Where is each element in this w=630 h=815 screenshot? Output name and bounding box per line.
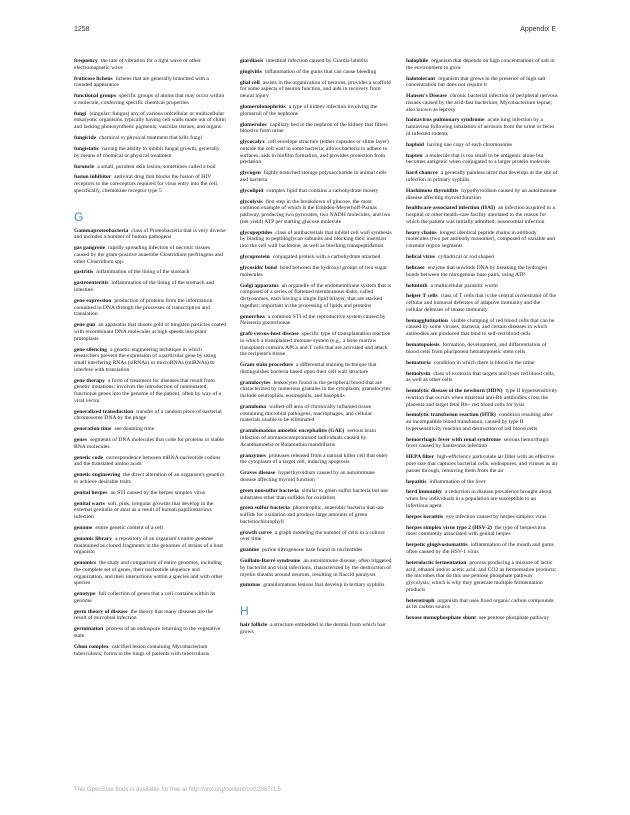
glossary-definition: inflammation of the mouth and gums often caused by the HSV-1 virus: [406, 542, 554, 555]
glossary-definition: process of an endospore returning to the vegetative state: [74, 626, 221, 640]
glossary-definition: lichens that are generally branched with a rounded appearance: [74, 75, 209, 89]
glossary-definition: serious brain infection of immunocompromised individuals caused by Acanthamoeba or Balamuthia mandrillaris: [240, 428, 377, 448]
glossary-definition: see pentose phosphate pathway: [478, 615, 550, 622]
glossary-entry: [406, 170, 558, 183]
glossary-term: genetic code: [74, 454, 104, 461]
glossary-term: genomic library: [74, 535, 113, 542]
glossary-definition: high-efficiency particulate air filter with an effective pore size that captures bacterial cells, endospores, and viruses as air passes through, removing them from the air: [406, 454, 558, 474]
glossary-term: genital herpes: [74, 489, 108, 496]
glossary-definition: chemical or physical treatment that kills fungi: [99, 135, 202, 142]
glossary-definition: a molecule that is too small to be antigenic alone but becomes antigenic when conjugated to a larger protein molecule: [406, 152, 551, 166]
glossary-definition: walled-off area of chronically inflamed tissue containing microbial pathogens, macrophages, and cellular materials unable to be eliminated: [240, 404, 372, 424]
glossary-term: heavy chains: [406, 229, 437, 236]
glossary-definition: having the ability to inhibit fungal growth, generally by means of chemical or physical treatment: [74, 145, 220, 159]
glossary-entry: [240, 265, 392, 278]
glossary-definition: correspondence between mRNA nucleotide codons and the translated amino acids: [74, 454, 221, 468]
glossary-term: gingivitis: [240, 68, 262, 75]
glossary-entry: [406, 188, 558, 201]
glossary-term: hepatitis: [406, 478, 427, 485]
glossary-term: genotype: [74, 591, 96, 598]
glossary-entry: [74, 536, 226, 556]
glossary-term: furuncle: [74, 163, 95, 170]
glossary-term: herpes simplex virus type 2 (HSV-2): [406, 524, 492, 531]
glossary-entry: [406, 371, 558, 384]
glossary-term: hard chancre: [406, 170, 438, 177]
glossary-entry: [74, 426, 226, 433]
glossary-definition: a reduction in disease prevalence brought about when few individuals in a population are susceptible to an infectious agent: [406, 489, 552, 509]
glossary-definition: a multicellular parasitic worm: [430, 282, 498, 289]
glossary-definition: the rate of vibration for a light wave or other electromagnetic wave: [74, 58, 201, 71]
glossary-entry: [240, 170, 392, 183]
glossary-definition: granulomatous lesions that develop in tertiary syphilis: [263, 582, 385, 589]
glossary-term: hemorrhagic fever with renal syndrome: [406, 436, 501, 443]
glossary-entry: [74, 472, 226, 485]
glossary-entry: [240, 199, 392, 226]
glossary-definition: intestinal infection caused by Giardia lamblia: [266, 58, 368, 64]
glossary-term: hapten: [406, 152, 423, 159]
glossary-definition: cylindrical or rod shaped: [438, 254, 494, 261]
glossary-entry: [74, 322, 226, 342]
glossary-entry: [406, 293, 558, 313]
glossary-column-3: [406, 58, 558, 626]
glossary-term: HEPA filter: [406, 454, 435, 461]
glossary-entry: [406, 598, 558, 611]
glossary-entry: [406, 254, 558, 261]
glossary-definition: inflammation of the lining of the stomach and intestine: [74, 280, 215, 294]
glossary-entry: [406, 525, 558, 538]
glossary-term: glycolipid: [240, 187, 264, 194]
glossary-entry: [406, 117, 558, 137]
glossary-entry: [74, 455, 226, 468]
glossary-definition: inflammation of the lining of the stomach: [96, 269, 190, 276]
glossary-definition: class of antibacterials that inhibit cell wall synthesis by binding to peptidoglycan subunits and blocking their insertion into the cell wall backbone, as well as blocking transpeptidation: [240, 229, 392, 250]
glossary-term: gene expression: [74, 297, 112, 304]
glossary-entry: [74, 409, 226, 422]
glossary-term: herpes keratitis: [406, 513, 444, 520]
glossary-term: genome: [74, 524, 93, 531]
glossary-entry: [406, 360, 558, 367]
glossary-entry: [240, 139, 392, 166]
glossary-definition: condition resulting after an incompatible blood transfusion, caused by type II hypersensitivity reaction and destruction of red blood cells: [406, 412, 553, 432]
glossary-entry: [406, 454, 558, 474]
glossary-definition: capillary bed in the nephron of the kidney that filters blood to form urine: [240, 121, 388, 135]
glossary-term: glial cell: [240, 79, 260, 86]
glossary-term: gene therapy: [74, 377, 105, 384]
glossary-entry: [406, 388, 558, 408]
glossary-definition: an apparatus that shoots gold or tungsten particles coated with recombinant DNA molecules at high speeds into plant protoplasts: [74, 322, 226, 342]
glossary-definition: a graph modeling the number of cells in a culture over time: [240, 529, 385, 543]
glossary-entry: [74, 378, 226, 405]
glossary-definition: organism that grows in the presence of high salt concentration but does not require it: [406, 75, 546, 89]
glossary-entry: [406, 514, 558, 521]
glossary-entry: [406, 479, 558, 486]
glossary-definition: conjugated protein with a carbohydrate attached: [272, 254, 381, 261]
footer-notice: This OpenStax book is available for free at http://cnx.org/content/col12087/1.5: [74, 787, 281, 793]
glossary-term: gastroenteritis: [74, 280, 109, 287]
glossary-entry: [406, 437, 558, 450]
glossary-definition: a structure embedded in the dermis from which hair grows: [240, 622, 386, 635]
glossary-entry: [74, 591, 226, 604]
glossary-entry: [406, 76, 558, 89]
glossary-definition: class of T cells that is the central orchestrator of the cellular and humoral defenses of adaptive immunity and the cellular defenses of innate immunity: [406, 293, 557, 313]
glossary-term: glycogen: [240, 170, 261, 177]
glossary-definition: a common STI of the reproductive system caused by Neisseria gonorrhoeae: [240, 313, 386, 327]
glossary-definition: a genetic engineering technique in which researchers prevent the expression of a particular gene by using small interfering RNAs (siRNAs) or microRNAs (miRNAs) to interfere with translation: [74, 346, 217, 373]
glossary-entry: [240, 362, 392, 375]
glossary-term: glycoprotein: [240, 254, 270, 261]
glossary-definition: serious hemorrhagic fever caused by hantavirus infection: [406, 436, 550, 450]
glossary-entry: [74, 560, 226, 587]
glossary-term: generation time: [74, 426, 112, 433]
glossary-term: fungi: [74, 110, 87, 117]
glossary-term: hair follicle: [240, 622, 268, 629]
glossary-definition: hyperthyroidism caused by an autoimmune disease affecting thyroid function: [240, 470, 375, 483]
glossary-definition: the type of herpesvirus most commonly associated with genital herpes: [406, 524, 546, 538]
glossary-term: haploid: [406, 141, 425, 148]
glossary-term: halophile: [406, 58, 429, 64]
glossary-column-2: [240, 58, 392, 640]
glossary-entry: [240, 314, 392, 327]
glossary-definition: antiviral drug that blocks the fusion of HIV receptors to the coreceptors required for virus entry into the cell, specifically, chemokine receptor type 5: [74, 174, 219, 194]
glossary-definition: a form of treatment for diseases that result from genetic mutations; involves the introduction of nonmutated, functional genes into the genome of the patient, often by way of a viral vector: [74, 377, 222, 404]
glossary-term: hantavirus pulmonary syndrome: [406, 117, 485, 124]
glossary-term: green nonsulfur bacteria: [240, 487, 299, 494]
glossary-term: hexose monophosphate shunt: [406, 615, 476, 622]
glossary-entry: [240, 453, 392, 466]
glossary-definition: production of proteins from the information contained in DNA through the processes of transcription and translation: [74, 297, 213, 318]
glossary-definition: highly branched storage polysaccharide in animal cells and bacteria: [240, 170, 387, 183]
glossary-term: gastritis: [74, 269, 94, 276]
glossary-entry: [240, 404, 392, 424]
glossary-term: gas gangrene: [74, 245, 106, 252]
glossary-definition: calcified lesion containing Mycobacterium tuberculosis; forms in the lungs of patients with tuberculosis: [74, 643, 210, 657]
glossary-term: genetic engineering: [74, 472, 121, 479]
glossary-entry: [74, 501, 226, 521]
glossary-entry: [74, 76, 226, 89]
glossary-entry: [74, 174, 226, 194]
glossary-definition: enzyme that unwinds DNA by breaking the hydrogen bonds between the nitrogenous base pairs, using ATP: [406, 264, 548, 278]
glossary-term: Gram stain procedure: [240, 362, 293, 369]
glossary-columns: [74, 58, 558, 788]
glossary-column-1: [74, 58, 226, 662]
glossary-definition: inflammation of the gums that can cause bleeding: [264, 68, 377, 75]
glossary-entry: [74, 347, 226, 374]
glossary-definition: first step in the breakdown of glucose, the most common example of which is the Embden-Meyerhoff-Parnas pathway, producing two pyruvates, two NADH molecules, and two (net yield) ATP per starting glucose molecule: [240, 198, 391, 225]
glossary-entry: [74, 644, 226, 657]
glossary-term: gene silencing: [74, 346, 108, 353]
glossary-definition: assists in the organization of neurons, provides a scaffold for some aspects of neuron function, and aids in recovery from neural injury: [240, 79, 391, 100]
glossary-entry: [406, 205, 558, 225]
glossary-term: Gammaproteobacteria: [74, 227, 129, 234]
glossary-term: genes: [74, 437, 88, 444]
glossary-entry: [406, 142, 558, 149]
glossary-entry: [240, 530, 392, 543]
glossary-term: Ghon complex: [74, 643, 109, 650]
glossary-entry: [240, 254, 392, 261]
glossary-entry: [74, 245, 226, 265]
glossary-definition: chronic bacterial infection of peripheral nervous tissues caused by the acid-fast bacterium, Mycobacterium leprae; also known as leprosy: [406, 93, 558, 113]
glossary-definition: an autoimmune disease, often triggered by bacterial and viral infections, characterized by the destruction of myelin sheaths around neurons, resulting in flaccid paralysis: [240, 558, 392, 578]
glossary-term: hematuria: [406, 359, 431, 366]
glossary-definition: longest identical peptide chains in antibody molecules (two per antibody monomer), composed of variable and constant region segments: [406, 229, 555, 250]
glossary-term: fusion inhibitor: [74, 174, 112, 181]
glossary-term: genomics: [74, 560, 97, 567]
glossary-term: halotolerant: [406, 75, 436, 82]
section-letter: H: [240, 604, 249, 619]
glossary-entry: [74, 58, 226, 71]
glossary-term: germ theory of disease: [74, 608, 128, 615]
glossary-entry: [406, 153, 558, 166]
glossary-entry: [240, 558, 392, 578]
glossary-entry: [406, 230, 558, 250]
glossary-definition: similar to green sulfur bacteria but use substrates other than sulfides for oxidation: [240, 487, 388, 501]
glossary-definition: eye infection caused by herpes simplex virus: [446, 513, 547, 520]
glossary-definition: organism that depends on high concentrations of salt in the environment to grow: [406, 58, 555, 71]
glossary-term: herd immunity: [406, 489, 442, 496]
glossary-term: heterolactic fermentation: [406, 559, 467, 566]
glossary-term: glomerulonephritis: [240, 104, 286, 111]
glossary-entry: [240, 380, 392, 400]
glossary-definition: an STI caused by the herpes simplex virus: [110, 489, 206, 496]
glossary-definition: bond between the hydroxyl groups of two sugar molecules: [240, 264, 387, 278]
glossary-term: fungistatic: [74, 145, 100, 152]
glossary-definition: purine nitrogenous base found in nucleotides: [261, 547, 363, 554]
glossary-entry: [406, 615, 558, 622]
glossary-term: glycocalyx: [240, 139, 265, 146]
glossary-definition: entire genetic content of a cell: [95, 524, 163, 531]
glossary-entry: [406, 265, 558, 278]
glossary-entry: [406, 58, 558, 71]
glossary-entry: [240, 547, 392, 554]
glossary-definition: specific type of transplantation reaction in which a transplanted immune system (e.g., a bone marrow transplant) contains APCs and T cells that are activated and attack the recipient's tissue: [240, 331, 391, 358]
glossary-entry: [240, 470, 392, 483]
glossary-term: granulomatous amoebic encephalitis (GAE): [240, 428, 345, 435]
glossary-definition: an infection acquired in a hospital or other health-care facility unrelated to the reason for which the patient was initially admitted; nosocomial infection: [406, 205, 555, 225]
glossary-term: helminth: [406, 282, 428, 289]
glossary-entry: [406, 342, 558, 355]
glossary-entry: [406, 283, 558, 290]
glossary-term: granzymes: [240, 452, 266, 459]
glossary-entry: [240, 80, 392, 100]
glossary-definition: leukocytes found in the peripheral blood that are characterized by numerous granules in the cytoplasm; granulocytes include neutrophils, eosinophils, and basophils: [240, 379, 391, 400]
glossary-entry: [240, 122, 392, 135]
glossary-entry: [74, 298, 226, 318]
glossary-entry: [240, 104, 392, 117]
glossary-entry: [240, 428, 392, 448]
glossary-entry: [74, 93, 226, 106]
glossary-definition: cell envelope structure (either capsules or slime layer) outside the cell wall in some bacteria; allows bacteria to adhere to surfaces, aids in biofilm formation, and provides protection from predation: [240, 139, 389, 166]
glossary-term: Guillain-Barré syndrome: [240, 558, 301, 565]
glossary-term: functional groups: [74, 93, 117, 100]
glossary-term: hemolytic transfusion reaction (HTR): [406, 412, 496, 419]
glossary-definition: a differential staining technique that distinguishes bacteria based upon their cell wall structure: [240, 362, 377, 375]
glossary-entry: [406, 318, 558, 338]
glossary-term: gummas: [240, 582, 261, 589]
glossary-term: genital warts: [74, 500, 105, 507]
glossary-entry: [240, 230, 392, 250]
glossary-entry: [240, 58, 392, 65]
glossary-term: generalized transduction: [74, 408, 134, 415]
glossary-entry: [240, 331, 392, 358]
glossary-term: guanine: [240, 547, 259, 554]
glossary-term: helper T cells: [406, 293, 438, 300]
glossary-definition: class of exotoxin that targets and lyses red blood cells, as well as other cells: [406, 370, 555, 384]
glossary-term: Hashimoto thyroiditis: [406, 187, 459, 194]
glossary-term: fruticose lichens: [74, 75, 113, 82]
glossary-term: hemolytic disease of the newborn (HDN): [406, 388, 503, 395]
glossary-definition: proteases released from a natural killer cell that enter the cytoplasm of a target cell, inducing apoptosis: [240, 452, 388, 466]
glossary-definition: acute lung infection by a hantavirus following inhalation of aerosols from the urine or feces of infected rodents: [406, 117, 555, 137]
glossary-entry: [74, 525, 226, 532]
glossary-entry: [240, 505, 392, 525]
glossary-entry: [74, 437, 226, 450]
glossary-entry: [74, 135, 226, 142]
glossary-definition: an organelle of the endomembrane system that is composed of a series of flattened membranous disks, called dictyosomes, each having a single lipid bilayer, that are stacked together; important in the processing of lipids and proteins: [240, 282, 392, 309]
glossary-term: glycopeptides: [240, 229, 273, 236]
glossary-entry: [240, 283, 392, 310]
glossary-definition: a generally painless ulcer that develops at the site of infection in primary syphilis: [406, 170, 558, 183]
glossary-definition: rapidly spreading infection of necrotic tissues caused by the gram-positive anaerobe Clostridium perfringens and other Clostridium spp.: [74, 245, 223, 265]
glossary-entry: [74, 626, 226, 639]
glossary-term: Graves disease: [240, 470, 276, 477]
glossary-term: gene gun: [74, 322, 96, 329]
glossary-term: glycolysis: [240, 198, 263, 205]
glossary-definition: visible clumping of red blood cells that can be caused by some viruses, bacteria, and certain diseases in which antibodies are produced that bind to self-red blood cells: [406, 317, 555, 338]
section-letter: G: [74, 209, 84, 224]
glossary-term: Hansen's Disease: [406, 93, 447, 100]
glossary-term: graft-versus-host disease: [240, 331, 299, 338]
glossary-entry: [74, 490, 226, 497]
glossary-definition: the direct alteration of an organism's genetics to achieve desirable traits: [74, 472, 225, 485]
glossary-definition: a small, purulent skin lesion; sometimes called a boil: [97, 163, 216, 170]
glossary-definition: transfer of a random piece of bacterial chromosome DNA by the phage: [74, 408, 222, 422]
glossary-definition: organism that uses fixed organic carbon compounds as its carbon source: [406, 597, 554, 611]
glossary-entry: [406, 560, 558, 594]
glossary-entry: [74, 164, 226, 171]
glossary-definition: having one copy of each chromosome: [427, 141, 513, 148]
glossary-definition: segments of DNA molecules that code for proteins or stable RNA molecules: [74, 437, 224, 450]
glossary-term: green sulfur bacteria: [240, 505, 290, 512]
glossary-term: granulocytes: [240, 379, 271, 386]
glossary-term: granuloma: [240, 404, 267, 411]
glossary-definition: the theory that many diseases are the result of microbial infection: [74, 608, 213, 622]
glossary-definition: formation, development, and differentiation of blood cells from pluripotent hematopoietic stem cells: [406, 342, 547, 355]
glossary-definition: phototrophic, anaerobic bacteria that use sulfide for oxidation and produce large amounts of green bacteriochlorophyll: [240, 505, 384, 525]
glossary-definition: a type of kidney infection involving the glomeruli of the nephrons: [240, 104, 378, 117]
glossary-term: herpetic gingivostomatitis: [406, 542, 468, 549]
glossary-definition: specific groups of atoms that may occur within a molecule, conferring specific chemical properties: [74, 93, 225, 106]
glossary-entry: [74, 269, 226, 276]
glossary-entry: [74, 111, 226, 131]
glossary-definition: condition in which there is blood in the urine: [433, 359, 535, 366]
glossary-term: fungicide: [74, 135, 97, 142]
page-header: [74, 26, 556, 38]
glossary-entry: [74, 146, 226, 159]
glossary-term: growth curve: [240, 529, 272, 536]
glossary-term: Golgi apparatus: [240, 282, 279, 289]
glossary-definition: (singular: fungus) any of various unicellular or multicellular eukaryotic organisms, typically having cell walls made out of chitin and lacking photosynthetic pigments, vascular tissues, and organs: [74, 110, 226, 131]
glossary-term: giardiasis: [240, 58, 264, 64]
glossary-entry: [240, 188, 392, 195]
glossary-term: glomerulus: [240, 121, 267, 128]
glossary-definition: soft, pink, irregular growths that develop in the external genitalia or anus as a result of human papillomavirus infection: [74, 500, 214, 521]
glossary-term: hemagglutination: [406, 317, 448, 324]
glossary-definition: inflammation of the liver: [429, 478, 486, 485]
glossary-entry: [406, 542, 558, 555]
glossary-term: frequency: [74, 58, 98, 64]
glossary-term: gonorrhea: [240, 313, 265, 320]
glossary-definition: a repository of an organism's entire genome maintained as cloned fragments in the genomes of strains of a host organism: [74, 535, 223, 556]
glossary-entry: [240, 69, 392, 76]
appendix-label: Appendix E: [520, 26, 556, 33]
glossary-entry: [74, 280, 226, 293]
glossary-entry: [406, 489, 558, 509]
glossary-term: helical virus: [406, 254, 436, 261]
glossary-definition: full collection of genes that a cell contains within its genome: [74, 591, 216, 604]
glossary-term: heterotroph: [406, 597, 435, 604]
glossary-definition: see doubling time: [114, 426, 155, 433]
glossary-entry: [240, 582, 392, 589]
glossary-entry: [406, 93, 558, 113]
glossary-term: hemolysin: [406, 370, 431, 377]
glossary-entry: [240, 488, 392, 501]
glossary-term: helicase: [406, 264, 425, 271]
glossary-term: glycosidic bond: [240, 264, 277, 271]
glossary-term: hematopoiesis: [406, 342, 440, 349]
glossary-entry: [74, 609, 226, 622]
glossary-definition: class of Proteobacteria that is very diverse and includes a number of human pathogens: [74, 227, 226, 241]
glossary-term: germination: [74, 626, 104, 633]
glossary-definition: type II hypersensitivity reaction that occurs when maternal anti-Rh antibodies cross the placenta and target fetal Rh+ red blood cells for lysis: [406, 388, 558, 408]
glossary-term: healthcare-associated infection (HAI): [406, 205, 496, 212]
page-number: 1258: [74, 26, 90, 33]
glossary-definition: complex lipid that contains a carbohydrate moiety: [266, 187, 379, 194]
glossary-entry: [74, 228, 226, 241]
glossary-entry: [240, 622, 392, 635]
glossary-definition: the study and comparison of entire genomes, including the complete set of genes, their nucleotide sequence and organization, and their interactions within a species and with other species: [74, 560, 223, 587]
glossary-definition: process producing a mixture of lactic acid, ethanol and/or acetic acid, and CO2 as fermentation products; the microbes that do this use pentose phosphate pathway glycolysis, which is why they generate multiple fermentation products: [406, 559, 557, 593]
glossary-definition: hypothyroidism caused by an autoimmune disease affecting thyroid function: [406, 187, 557, 201]
glossary-entry: [406, 412, 558, 432]
